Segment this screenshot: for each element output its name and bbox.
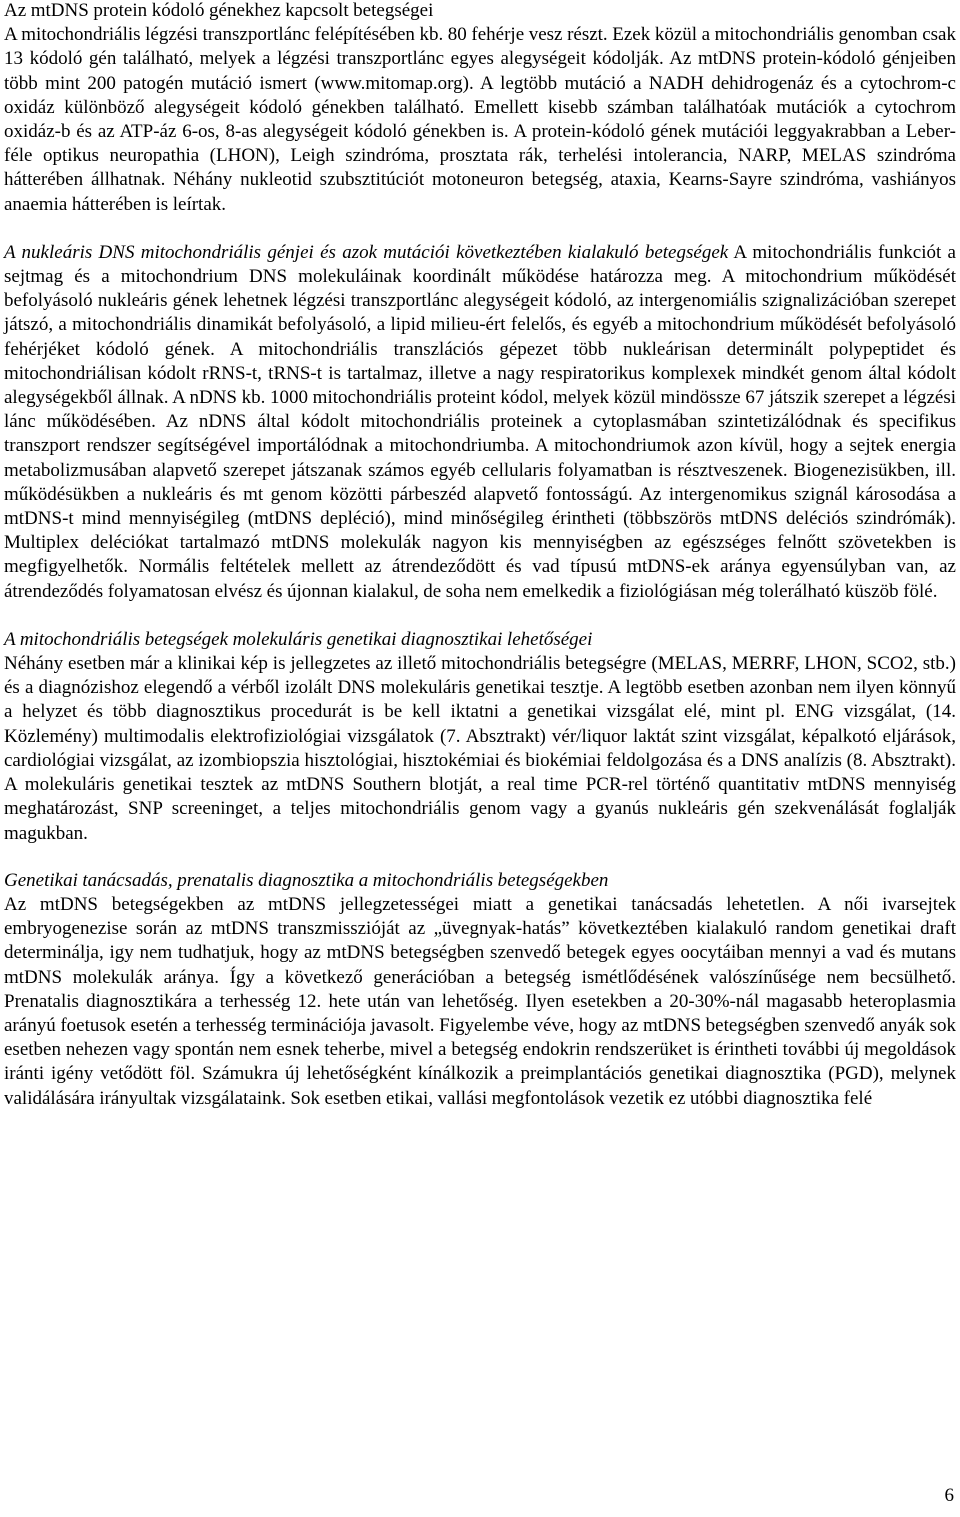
section-body: Az mtDNS betegségekben az mtDNS jellegzetességei miatt a genetikai tanácsadás lehetetlen. A női ivarsejtek embryogenezise során az mtDNS transzmisszióját az „üvegnyak-hatás” következtében kialakuló random genetikai draft determinálja, igy nem tudhatjuk, hogy az mtDNS betegségben szenvedő betegek egyes oocytáiban mennyi a vad és mutans mtDNS molekulák aránya. Így a következő generációban a betegség ismétlődésének valószínűsége nem becsülhető. Prenatalis diagnosztikára a terhesség 12. hete után van lehetőség. Ilyen esetekben a 20-30%-nál magasabb heteroplasmia arányú foetusok esetén a terhesség terminációja javasolt. Figyelembe véve, hogy az mtDNS betegségben szenvedő anyák sok esetben nehezen vagy spontán nem esnek teherbe, mivel a betegség endokrin rendszerüket is érintheti további új megoldások iránti igény vetődött föl. Számukra új lehetőségként kínálkozik a preimplantációs genetikai diagnosztika (PGD), melynek validálására irányultak vizsgálataink. Sok esetben etikai, vallási megfontolások vezetik ez utóbbi diagnosztika felé [4,893,956,1109]
section-molecular-diagnostics [4,628,956,846]
document-page [4,0,956,1111]
section-nuclear-dna-genes [4,241,956,604]
section-heading: A nukleáris DNS mitochondriális génjei és azok mutációi következtében kialakuló betegségek [4,241,729,263]
section-body: Néhány esetben már a klinikai kép is jellegzetes az illető mitochondriális betegségre (MELAS, MERRF, LHON, SCO2, stb.) és a diagnózishoz elegendő a vérből izolált DNS molekuláris genetikai tesztje. A legtöbb esetben azonban nem ilyen könnyű a helyzet és több diagnosztikus procedurát is be kell iktatni a genetikai vizsgálat elé, mint pl. ENG vizsgálat, (14. Közlemény) multimodalis elektrofiziológiai vizsgálatok (7. Absztrakt) vér/liquor laktát szint vizsgálat, képalkotó eljárások, cardiológiai vizsgálat, az izombiopszia hisztológiai, hisztokémiai és biokémiai feldolgozása és a DNS analízis (8. Absztrakt). A molekuláris genetikai tesztek az mtDNS Southern blotját, a real time PCR-rel történő quantitativ mtDNS mennyiség meghatározást, SNP screeninget, a teljes mitochondriális genom vagy a gyanús nukleáris gén szekvenálását foglalják magukban. [4,653,956,844]
page-number: 6 [944,1485,954,1506]
section-title: Az mtDNS protein kódoló génekhez kapcsolt betegségei [4,0,434,21]
section-body: A mitochondriális légzési transzportlánc felépítésében kb. 80 fehérje vesz részt. Ezek közül a mitochondriális genomban csak 13 kódoló gén található, melyek a légzési transzportlánc egyes alegységeit kódolják. Az mtDNS protein-kódoló génjeiben több mint 200 patogén mutáció ismert (www.mitomap.org). A legtöbb mutáció a NADH dehidrogenáz és a cytochrom-c oxidáz különböző alegységeit kódoló génekben található. Emellett kisebb számban találhatóak mutációk a cytochrom oxidáz-b és az ATP-áz 6-os, 8-as alegységeit kódoló génekben is. A protein-kódoló gének mutációi leggyakrabban a Leber-féle optikus neuropathia (LHON), Leigh szindróma, prosztata rák, terhelési intolerancia, NARP, MELAS szindróma hátterében állhatnak. Néhány nukleotid szubsztitúciót motoneuron betegség, ataxia, Kearns-Sayre szindróma, vashiányos anaemia hátterében is leírtak. [4,24,956,215]
section-heading: A mitochondriális betegségek molekuláris genetikai diagnosztikai lehetőségei [4,628,593,650]
section-mtdns-protein-genes [4,0,956,217]
section-heading: Genetikai tanácsadás, prenatalis diagnosztika a mitochondriális betegségekben [4,869,609,891]
section-body: A mitochondriális funkciót a sejtmag és a mitochondrium DNS molekuláinak koordinált működése határozza meg. A mitochondrium működését befolyásoló nukleáris gének lehetnek légzési transzportlánc alegységeit kódoló, az intergenomiális szignalizációban szerepet játszó, a mitochondriális dinamikát befolyásoló, a lipid milieu-ért felelős, és egyéb a mitochondrium működését befolyásoló fehérjéket kódoló gének. A mitochondriális transzlációs gépezet több nukleárisan determinált polypeptidet és mitochondriálisan kódolt rRNS-t, tRNS-t is tartalmaz, illetve a nagy respiratorikus komplexek mindkét genom által kódolt alegységekből állnak. A nDNS kb. 1000 mitochondriális proteint kódol, melyek közül mindössze 67 játszik szerepet a légzési lánc működésében. Az nDNS által kódolt mitochondriális proteinek a cytoplasmában szintetizálódnak és specifikus transzport rendszer segítségével importálódnak a mitochondriumba. A mitochondriumok azon kívül, hogy a sejtek energia metabolizmusában alapvető szerepet játszanak számos egyéb cellularis folyamatban is résztveszenek. Biogenezisükben, ill. működésükben a nukleáris és mt genom közötti párbeszéd alapvető fontosságú. Az intergenomikus szignál károsodása a mtDNS-t mind mennyiségileg (mtDNS depléció), mind minőségileg érintheti (többszörös mtDNS deléciós szindrómák). Multiplex deléciókat tartalmazó mtDNS molekulák nagyon kis mennyiségben az egészséges felnőtt szövetekben is megfigyelhetők. Normális feltételek mellett az átrendeződött és vad típusú mtDNS-ek aránya egyensúlyban van, az átrendeződés folyamatosan elvész és újonnan kialakul, de soha nem emelkedik a fiziológiásan még tolerálható küszöb fölé. [4,241,956,602]
section-genetic-counseling [4,869,956,1111]
